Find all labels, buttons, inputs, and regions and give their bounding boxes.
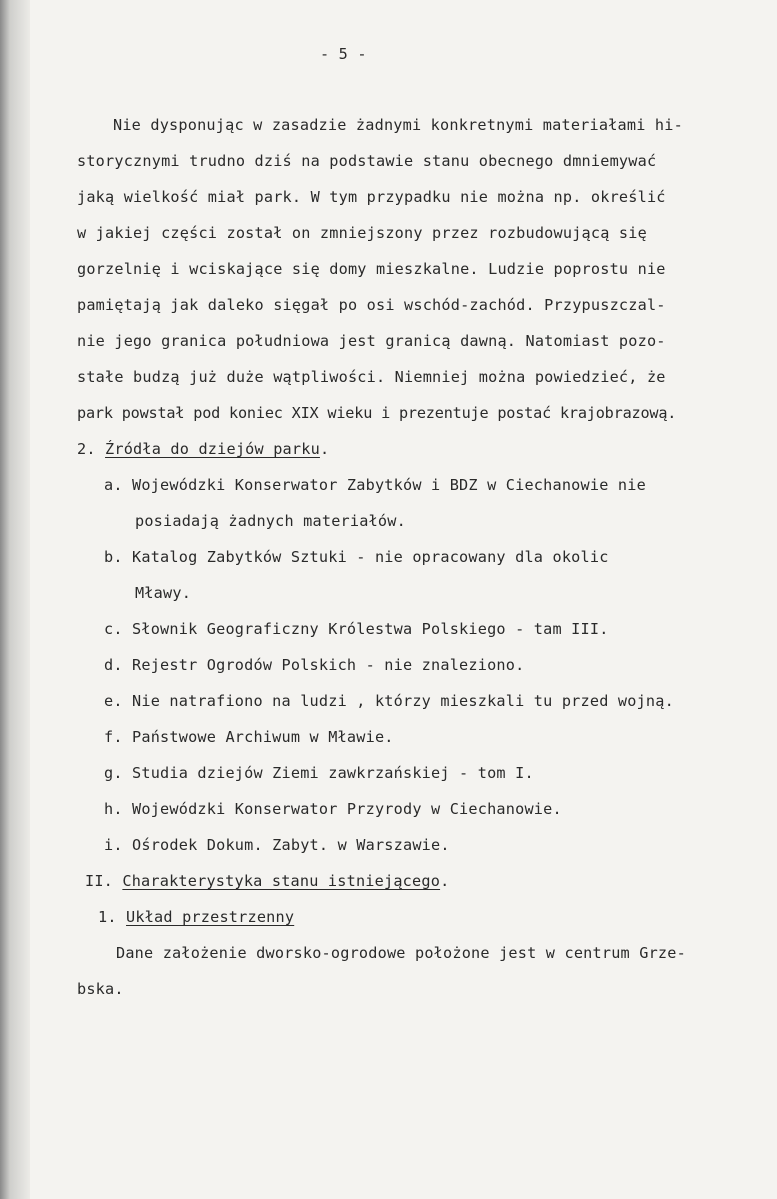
section-tail: .: [319, 440, 330, 458]
paragraph-line: gorzelnię i wciskające się domy mieszkalne. Ludzie poprostu nie: [77, 260, 666, 278]
paragraph-line: w jakiej części został on zmniejszony przez rozbudowującą się: [77, 224, 647, 242]
section-heading-2: [77, 440, 329, 458]
list-text: Katalog Zabytków Sztuki - nie opracowany dla okolic: [132, 548, 609, 566]
subsection-heading-1: [98, 908, 294, 926]
list-letter: b.: [104, 548, 123, 566]
list-text: Nie natrafiono na ludzi , którzy mieszkali tu przed wojną.: [132, 692, 674, 710]
list-item: [104, 692, 674, 710]
list-text: Słownik Geograficzny Królestwa Polskiego - tam III.: [132, 620, 609, 638]
list-item: [104, 836, 450, 854]
list-letter: d.: [104, 656, 123, 674]
subsection-title: Układ przestrzenny: [126, 908, 295, 926]
paragraph-line: nie jego granica południowa jest granicą dawną. Natomiast pozo-: [77, 332, 666, 350]
subsection-number: 1.: [98, 908, 117, 926]
paragraph-line: bska.: [77, 980, 124, 998]
section-tail: .: [440, 872, 450, 890]
list-letter: g.: [104, 764, 123, 782]
list-letter: e.: [104, 692, 123, 710]
list-letter: f.: [104, 728, 123, 746]
list-text: Państwowe Archiwum w Mławie.: [132, 728, 394, 746]
section-title: Źródła do dziejów parku: [105, 440, 320, 458]
list-text: Wojewódzki Konserwator Zabytków i BDZ w Ciechanowie nie: [132, 476, 646, 494]
list-item: [104, 656, 524, 674]
list-letter: h.: [104, 800, 123, 818]
paragraph-line: stałe budzą już duże wątpliwości. Niemniej można powiedzieć, że: [77, 368, 666, 386]
paragraph-line: park powstał pod koniec XIX wieku i prezentuje postać krajobrazową.: [77, 404, 677, 422]
section-heading-II: [85, 872, 449, 890]
list-item: [104, 548, 609, 566]
list-item: [104, 620, 609, 638]
list-item: [104, 728, 394, 746]
section-number: II.: [85, 872, 114, 890]
list-item: [104, 800, 562, 818]
list-text: Studia dziejów Ziemi zawkrzańskiej - tom I.: [132, 764, 534, 782]
list-item-continuation: Mławy.: [135, 584, 192, 602]
list-letter: i.: [104, 836, 123, 854]
list-item: [104, 476, 646, 494]
scan-edge-shadow: [0, 0, 30, 1199]
list-item: [104, 764, 534, 782]
paragraph-line: storycznymi trudno dziś na podstawie stanu obecnego dmniemywać: [77, 152, 657, 170]
paragraph-line: jaką wielkość miał park. W tym przypadku nie można np. określić: [77, 188, 666, 206]
list-letter: c.: [104, 620, 123, 638]
list-text: Ośrodek Dokum. Zabyt. w Warszawie.: [132, 836, 450, 854]
list-text: Wojewódzki Konserwator Przyrody w Ciechanowie.: [132, 800, 562, 818]
list-item-continuation: posiadają żadnych materiałów.: [135, 512, 406, 530]
paragraph-line: Dane założenie dworsko-ogrodowe położone jest w centrum Grze-: [116, 944, 686, 962]
paragraph-line: Nie dysponując w zasadzie żadnymi konkretnymi materiałami hi-: [113, 116, 683, 134]
paragraph-line: pamiętają jak daleko sięgał po osi wschód-zachód. Przypuszczal-: [77, 296, 666, 314]
section-title: Charakterystyka stanu istniejącego: [122, 872, 441, 890]
list-letter: a.: [104, 476, 123, 494]
section-number: 2.: [77, 440, 96, 458]
list-text: Rejestr Ogrodów Polskich - nie znaleziono.: [132, 656, 525, 674]
page-number: - 5 -: [320, 45, 367, 63]
